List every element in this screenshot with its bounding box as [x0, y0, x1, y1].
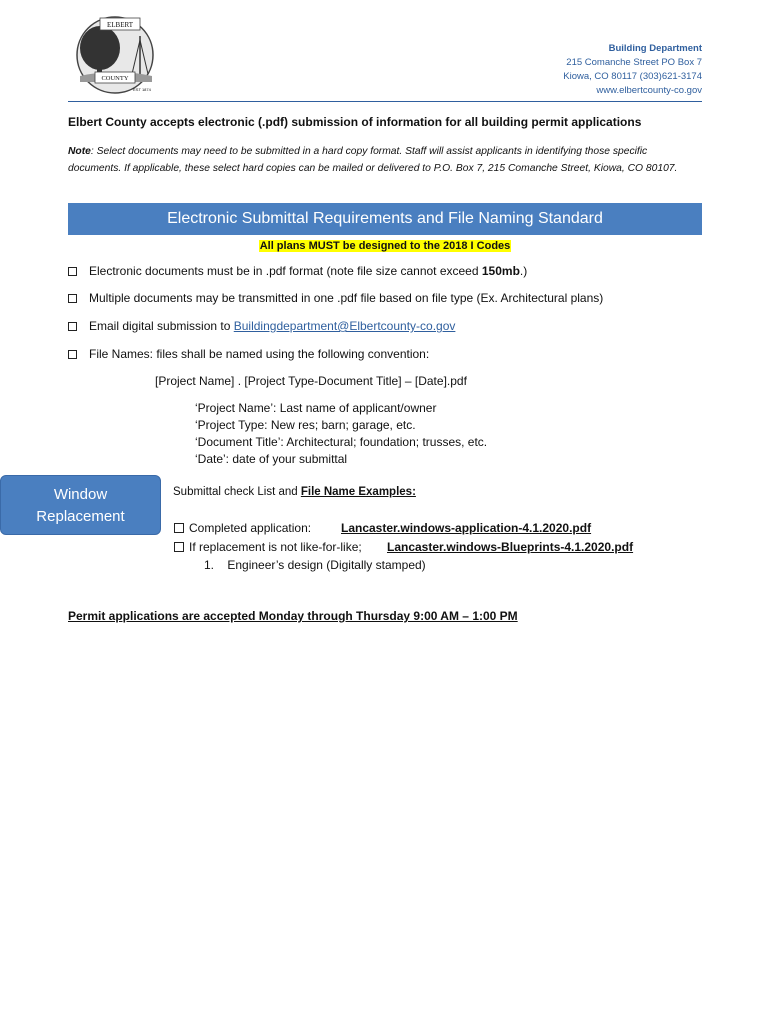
explain-line: ‘Project Name’: Last name of applicant/owner: [195, 401, 437, 415]
checkbox[interactable]: [174, 523, 184, 533]
address-line-2: Kiowa, CO 80117 (303)621-3174: [563, 71, 702, 82]
checkbox[interactable]: [68, 294, 77, 303]
example-filename: Lancaster.windows-application-4.1.2020.pdf: [341, 521, 592, 535]
address-line-1: 215 Comanche Street PO Box 7: [566, 57, 702, 68]
requirement-email: [68, 319, 455, 333]
codes-note-highlight: All plans MUST be designed to the 2018 I Codes: [259, 240, 511, 252]
example-label: If replacement is not like-for-like;: [189, 540, 362, 554]
explain-line: ‘Document Title’: Architectural; foundation; trusses, etc.: [195, 435, 488, 449]
explain-line: ‘Date’: date of your submittal: [195, 452, 348, 466]
example-filename: Lancaster.windows-Blueprints-4.1.2020.pdf: [387, 540, 634, 554]
requirement-bold: 150mb: [481, 264, 520, 278]
button-line-2: Replacement: [36, 508, 125, 525]
sub-item-engineer: 1. Engineer’s design (Digitally stamped): [204, 558, 426, 572]
header-divider: [68, 101, 702, 102]
department-name: Building Department: [608, 43, 702, 54]
explain-line: ‘Project Type: New res; barn; garage, etc.: [195, 418, 416, 432]
website-link[interactable]: www.elbertcounty-co.gov: [596, 85, 702, 96]
naming-explanation: [195, 400, 487, 468]
office-hours: Permit applications are accepted Monday through Thursday 9:00 AM – 1:00 PM: [68, 609, 518, 623]
logo-est: EST 1874: [133, 87, 151, 92]
note-text: : Select documents may need to be submitted in a hard copy format. Staff will assist applicants in identifying those specific documents. If applicable, these select hard copies can be mailed or delivered to P.O. Box 7, 215 Comanche Street, Kiowa, CO 80107.: [68, 146, 678, 174]
codes-note: [0, 236, 770, 254]
example-item-application: [174, 521, 591, 535]
example-label: Completed application:: [189, 521, 312, 535]
section-banner: Electronic Submittal Requirements and File Naming Standard: [68, 203, 702, 235]
note-label: Note: [68, 146, 91, 157]
example-item-blueprints: [174, 540, 633, 554]
window-replacement-button[interactable]: [0, 475, 161, 535]
button-line-1: Window: [53, 486, 108, 503]
elbert-county-logo: [70, 14, 160, 96]
checkbox[interactable]: [174, 542, 184, 552]
requirement-text: Email digital submission to: [89, 319, 231, 333]
requirement-end: .): [519, 264, 528, 278]
checklist-underlined: File Name Examples:: [300, 486, 416, 498]
department-contact: [563, 42, 702, 98]
checklist-text: Submittal check List and: [173, 486, 301, 498]
naming-convention: [Project Name] . [Project Type-Document Title] – [Date].pdf: [155, 374, 467, 388]
requirement-text: Multiple documents may be transmitted in one .pdf file based on file type (Ex. Architectural plans): [89, 291, 604, 305]
checkbox[interactable]: [68, 267, 77, 276]
logo-text-top: ELBERT: [106, 21, 134, 29]
checkbox[interactable]: [68, 350, 77, 359]
checklist-label: [173, 486, 416, 498]
requirement-pdf-format: [68, 264, 527, 278]
note-paragraph: [68, 143, 698, 177]
email-link[interactable]: Buildingdepartment@Elbertcounty-co.gov: [233, 319, 456, 333]
requirement-file-names: [68, 347, 429, 361]
requirement-text: Electronic documents must be in .pdf format (note file size cannot exceed: [89, 264, 479, 278]
checkbox[interactable]: [68, 322, 77, 331]
requirement-multiple-docs: [68, 291, 603, 305]
requirement-text: File Names: files shall be named using the following convention:: [89, 347, 430, 361]
intro-title: Elbert County accepts electronic (.pdf) submission of information for all building permit applications: [68, 115, 642, 129]
logo-text-bottom: COUNTY: [101, 75, 129, 82]
